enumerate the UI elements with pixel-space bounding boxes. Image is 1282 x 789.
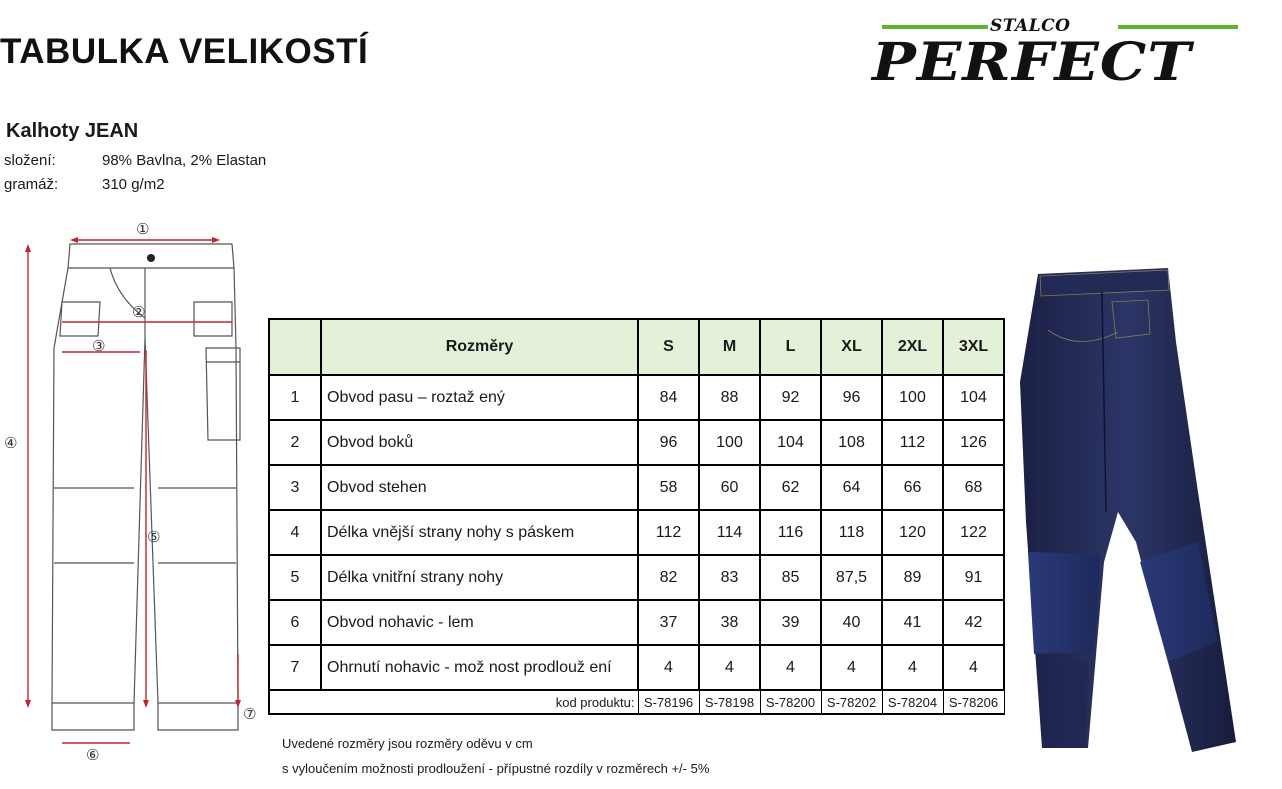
row-value: 112 <box>638 510 699 555</box>
table-row <box>269 375 1004 420</box>
marker-4: ④ <box>4 435 18 452</box>
product-name: Kalhoty JEAN <box>6 120 139 142</box>
row-value: 104 <box>760 420 821 465</box>
row-value: 118 <box>821 510 882 555</box>
row-value: 126 <box>943 420 1004 465</box>
product-code: S-78202 <box>821 690 882 714</box>
row-value: 62 <box>760 465 821 510</box>
table-row <box>269 510 1004 555</box>
product-photo-jeans <box>1008 262 1268 762</box>
row-value: 112 <box>882 420 943 465</box>
product-code: S-78206 <box>943 690 1004 714</box>
table-row <box>269 645 1004 690</box>
product-code: S-78196 <box>638 690 699 714</box>
row-number: 6 <box>269 600 321 645</box>
row-number: 2 <box>269 420 321 465</box>
row-value: 96 <box>638 420 699 465</box>
row-value: 4 <box>882 645 943 690</box>
row-value: 38 <box>699 600 760 645</box>
row-number: 4 <box>269 510 321 555</box>
table-row <box>269 465 1004 510</box>
logo-brand-large: PERFECT <box>872 32 1192 93</box>
product-code: S-78200 <box>760 690 821 714</box>
brand-logo <box>868 16 1248 93</box>
row-value: 92 <box>760 375 821 420</box>
marker-7: ⑦ <box>243 706 257 723</box>
row-value: 39 <box>760 600 821 645</box>
row-value: 4 <box>638 645 699 690</box>
row-value: 100 <box>882 375 943 420</box>
size-table <box>268 318 1005 715</box>
product-code: S-78198 <box>699 690 760 714</box>
spec-weight <box>4 176 165 193</box>
row-value: 42 <box>943 600 1004 645</box>
row-number: 5 <box>269 555 321 600</box>
trousers-measurement-diagram <box>0 218 262 770</box>
header-size: XL <box>821 319 882 375</box>
header-dimensions: Rozměry <box>321 319 638 375</box>
row-value: 4 <box>760 645 821 690</box>
row-value: 122 <box>943 510 1004 555</box>
table-row <box>269 600 1004 645</box>
row-value: 88 <box>699 375 760 420</box>
marker-6: ⑥ <box>86 747 100 764</box>
row-number: 3 <box>269 465 321 510</box>
row-label: Obvod boků <box>321 420 638 465</box>
row-value: 40 <box>821 600 882 645</box>
header-size: L <box>760 319 821 375</box>
row-value: 4 <box>943 645 1004 690</box>
row-value: 85 <box>760 555 821 600</box>
header-size: S <box>638 319 699 375</box>
spec-composition <box>4 152 266 169</box>
note-line: s vyloučením možnosti prodloužení - přípustné rozdíly v rozměrech +/- 5% <box>282 761 710 776</box>
spec-value: 310 g/m2 <box>102 176 165 193</box>
row-value: 4 <box>821 645 882 690</box>
table-row <box>269 420 1004 465</box>
row-label: Obvod pasu – roztaž ený <box>321 375 638 420</box>
row-value: 64 <box>821 465 882 510</box>
row-label: Obvod stehen <box>321 465 638 510</box>
row-value: 116 <box>760 510 821 555</box>
row-label: Ohrnutí nohavic - mož nost prodlouž ení <box>321 645 638 690</box>
marker-1: ① <box>136 221 150 238</box>
header-blank-cell <box>269 319 321 375</box>
row-value: 91 <box>943 555 1004 600</box>
row-value: 4 <box>699 645 760 690</box>
spec-key: složení: <box>4 152 56 169</box>
spec-value: 98% Bavlna, 2% Elastan <box>102 152 267 169</box>
row-value: 108 <box>821 420 882 465</box>
note-line: Uvedené rozměry jsou rozměry oděvu v cm <box>282 736 533 751</box>
row-value: 83 <box>699 555 760 600</box>
row-value: 82 <box>638 555 699 600</box>
row-value: 66 <box>882 465 943 510</box>
marker-5: ⑤ <box>147 529 161 546</box>
row-value: 60 <box>699 465 760 510</box>
row-value: 68 <box>943 465 1004 510</box>
header-size: M <box>699 319 760 375</box>
product-code-row <box>269 690 1004 714</box>
logo-brand-small: STALCO <box>990 16 1071 36</box>
logo-accent-bar-right <box>1118 25 1238 29</box>
header-size: 3XL <box>943 319 1004 375</box>
product-code-label: kod produktu: <box>269 690 638 714</box>
row-value: 58 <box>638 465 699 510</box>
row-number: 7 <box>269 645 321 690</box>
row-value: 96 <box>821 375 882 420</box>
marker-3: ③ <box>92 338 106 355</box>
row-value: 120 <box>882 510 943 555</box>
row-label: Obvod nohavic - lem <box>321 600 638 645</box>
header-size: 2XL <box>882 319 943 375</box>
row-value: 114 <box>699 510 760 555</box>
row-label: Délka vnitřní strany nohy <box>321 555 638 600</box>
row-label: Délka vnější strany nohy s páskem <box>321 510 638 555</box>
logo-accent-bar-left <box>882 25 988 29</box>
row-value: 87,5 <box>821 555 882 600</box>
spec-key: gramáž: <box>4 176 59 193</box>
row-value: 100 <box>699 420 760 465</box>
row-value: 89 <box>882 555 943 600</box>
row-value: 37 <box>638 600 699 645</box>
page-title: TABULKA VELIKOSTÍ <box>0 32 369 71</box>
row-value: 84 <box>638 375 699 420</box>
table-header-row <box>269 319 1004 375</box>
table-row <box>269 555 1004 600</box>
row-value: 104 <box>943 375 1004 420</box>
row-number: 1 <box>269 375 321 420</box>
marker-2: ② <box>132 304 146 321</box>
product-code: S-78204 <box>882 690 943 714</box>
row-value: 41 <box>882 600 943 645</box>
